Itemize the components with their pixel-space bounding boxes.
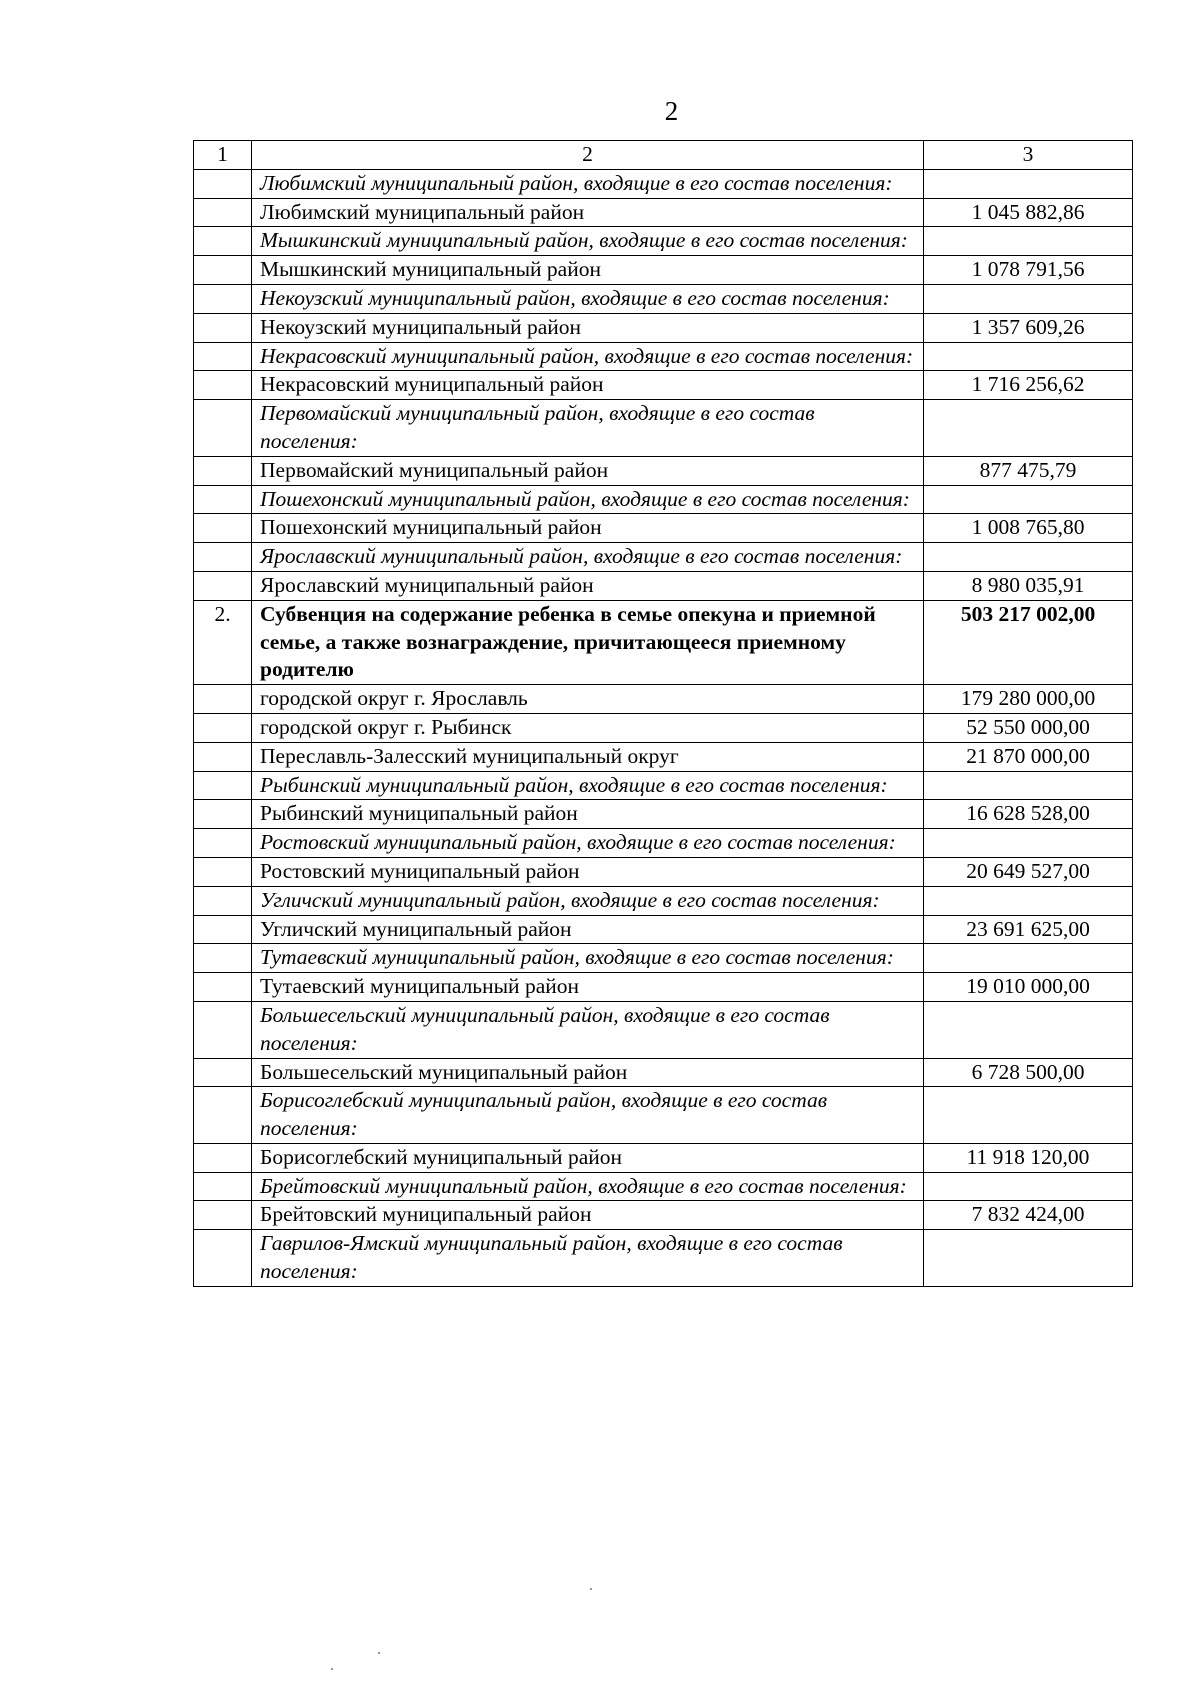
row-number-cell [194,256,252,285]
row-label-cell: Тутаевский муниципальный район, входящие в его состав поселения: [252,944,924,973]
row-number-cell [194,685,252,714]
table-row [194,973,1133,1002]
header-cell-col-1: 1 [194,141,252,170]
row-amount-cell: 503 217 002,00 [924,600,1133,684]
table-row [194,1087,1133,1144]
row-label-cell: городской округ г. Ярославль [252,685,924,714]
table-row [194,371,1133,400]
row-label-cell: Мышкинский муниципальный район, входящие в его состав поселения: [252,227,924,256]
row-label-cell: Рыбинский муниципальный район, входящие в его состав поселения: [252,771,924,800]
row-number-cell [194,1001,252,1058]
row-amount-cell: 20 649 527,00 [924,857,1133,886]
table-row [194,571,1133,600]
table-body [194,141,1133,1287]
row-label-cell: Большесельский муниципальный район [252,1058,924,1087]
table-row [194,771,1133,800]
table-row [194,227,1133,256]
row-amount-cell [924,1087,1133,1144]
row-label-cell: Некрасовский муниципальный район [252,371,924,400]
row-amount-cell [924,284,1133,313]
table-row [194,256,1133,285]
row-label-cell: Рыбинский муниципальный район [252,800,924,829]
row-label-cell: Переславль-Залесский муниципальный округ [252,742,924,771]
row-amount-cell [924,543,1133,572]
table-header-row [194,141,1133,170]
row-amount-cell [924,169,1133,198]
header-cell-col-2: 2 [252,141,924,170]
row-number-cell [194,456,252,485]
table-row [194,198,1133,227]
row-label-cell: Некоузский муниципальный район [252,313,924,342]
row-number-cell [194,915,252,944]
table-row [194,1001,1133,1058]
row-number-cell [194,400,252,457]
row-label-cell: Ярославский муниципальный район [252,571,924,600]
row-label-cell: Первомайский муниципальный район, входящие в его состав поселения: [252,400,924,457]
row-amount-cell: 7 832 424,00 [924,1201,1133,1230]
row-number-cell [194,800,252,829]
table-row [194,543,1133,572]
row-label-cell: Пошехонский муниципальный район [252,514,924,543]
row-amount-cell [924,1172,1133,1201]
row-amount-cell: 52 550 000,00 [924,713,1133,742]
row-label-cell: Борисоглебский муниципальный район [252,1143,924,1172]
row-amount-cell [924,771,1133,800]
row-amount-cell: 1 716 256,62 [924,371,1133,400]
row-label-cell: Большесельский муниципальный район, входящие в его состав поселения: [252,1001,924,1058]
row-amount-cell: 11 918 120,00 [924,1143,1133,1172]
row-amount-cell: 179 280 000,00 [924,685,1133,714]
row-amount-cell: 877 475,79 [924,456,1133,485]
row-label-cell: Угличский муниципальный район, входящие в его состав поселения: [252,886,924,915]
row-number-cell [194,543,252,572]
row-label-cell: Ярославский муниципальный район, входящие в его состав поселения: [252,543,924,572]
table-row [194,1058,1133,1087]
row-number-cell [194,829,252,858]
row-amount-cell [924,342,1133,371]
table-row [194,1230,1133,1287]
row-number-cell [194,227,252,256]
row-amount-cell [924,944,1133,973]
page-number: 2 [664,96,679,126]
table-row [194,800,1133,829]
row-number-cell [194,514,252,543]
row-number-cell [194,198,252,227]
row-number-cell [194,571,252,600]
row-number-cell [194,1143,252,1172]
row-label-cell: Ростовский муниципальный район [252,857,924,886]
table-row [194,400,1133,457]
row-number-cell [194,284,252,313]
subvention-table [193,140,1133,1287]
row-amount-cell [924,829,1133,858]
row-label-cell: Некрасовский муниципальный район, входящие в его состав поселения: [252,342,924,371]
table-row [194,713,1133,742]
row-label-cell: Ростовский муниципальный район, входящие в его состав поселения: [252,829,924,858]
table-row [194,1201,1133,1230]
row-amount-cell [924,1001,1133,1058]
table-row [194,284,1133,313]
row-label-cell: Брейтовский муниципальный район, входящие в его состав поселения: [252,1172,924,1201]
table-row [194,886,1133,915]
row-number-cell [194,886,252,915]
row-number-cell [194,485,252,514]
scan-speck [331,1668,333,1670]
row-amount-cell: 1 078 791,56 [924,256,1133,285]
table-row [194,857,1133,886]
row-label-cell: Первомайский муниципальный район [252,456,924,485]
row-amount-cell: 21 870 000,00 [924,742,1133,771]
row-label-cell: городской округ г. Рыбинск [252,713,924,742]
row-amount-cell [924,485,1133,514]
row-label-cell: Субвенция на содержание ребенка в семье опекуна и приемной семье, а также вознаграждение, причитающееся приемному родителю [252,600,924,684]
row-amount-cell: 8 980 035,91 [924,571,1133,600]
row-amount-cell: 19 010 000,00 [924,973,1133,1002]
row-label-cell: Пошехонский муниципальный район, входящие в его состав поселения: [252,485,924,514]
row-number-cell [194,1087,252,1144]
row-number-cell [194,1172,252,1201]
row-number-cell [194,1201,252,1230]
row-label-cell: Тутаевский муниципальный район [252,973,924,1002]
row-amount-cell [924,1230,1133,1287]
scan-speck [378,1652,380,1654]
header-cell-col-3: 3 [924,141,1133,170]
row-amount-cell [924,227,1133,256]
row-number-cell [194,313,252,342]
row-label-cell: Борисоглебский муниципальный район, входящие в его состав поселения: [252,1087,924,1144]
row-number-cell [194,1230,252,1287]
row-amount-cell: 1 008 765,80 [924,514,1133,543]
row-label-cell: Мышкинский муниципальный район [252,256,924,285]
table-row [194,685,1133,714]
row-label-cell: Брейтовский муниципальный район [252,1201,924,1230]
scan-speck [590,1588,592,1590]
row-number-cell [194,713,252,742]
table-row [194,1143,1133,1172]
table-row [194,342,1133,371]
row-amount-cell: 23 691 625,00 [924,915,1133,944]
table-row [194,169,1133,198]
row-label-cell: Некоузский муниципальный район, входящие в его состав поселения: [252,284,924,313]
table-row [194,742,1133,771]
row-number-cell [194,371,252,400]
row-number-cell [194,857,252,886]
table-row [194,485,1133,514]
row-amount-cell: 16 628 528,00 [924,800,1133,829]
table-row [194,829,1133,858]
table-row [194,915,1133,944]
row-label-cell: Гаврилов-Ямский муниципальный район, входящие в его состав поселения: [252,1230,924,1287]
table-row [194,1172,1133,1201]
row-label-cell: Любимский муниципальный район, входящие в его состав поселения: [252,169,924,198]
row-amount-cell: 1 045 882,86 [924,198,1133,227]
table-row [194,944,1133,973]
row-number-cell [194,1058,252,1087]
table-row [194,514,1133,543]
row-number-cell [194,771,252,800]
row-number-cell: 2. [194,600,252,684]
table-row [194,600,1133,684]
row-number-cell [194,973,252,1002]
row-number-cell [194,169,252,198]
row-amount-cell [924,400,1133,457]
table-row [194,456,1133,485]
row-number-cell [194,342,252,371]
row-amount-cell: 6 728 500,00 [924,1058,1133,1087]
row-label-cell: Любимский муниципальный район [252,198,924,227]
row-number-cell [194,944,252,973]
row-number-cell [194,742,252,771]
row-amount-cell: 1 357 609,26 [924,313,1133,342]
row-label-cell: Угличский муниципальный район [252,915,924,944]
table-row [194,313,1133,342]
row-amount-cell [924,886,1133,915]
